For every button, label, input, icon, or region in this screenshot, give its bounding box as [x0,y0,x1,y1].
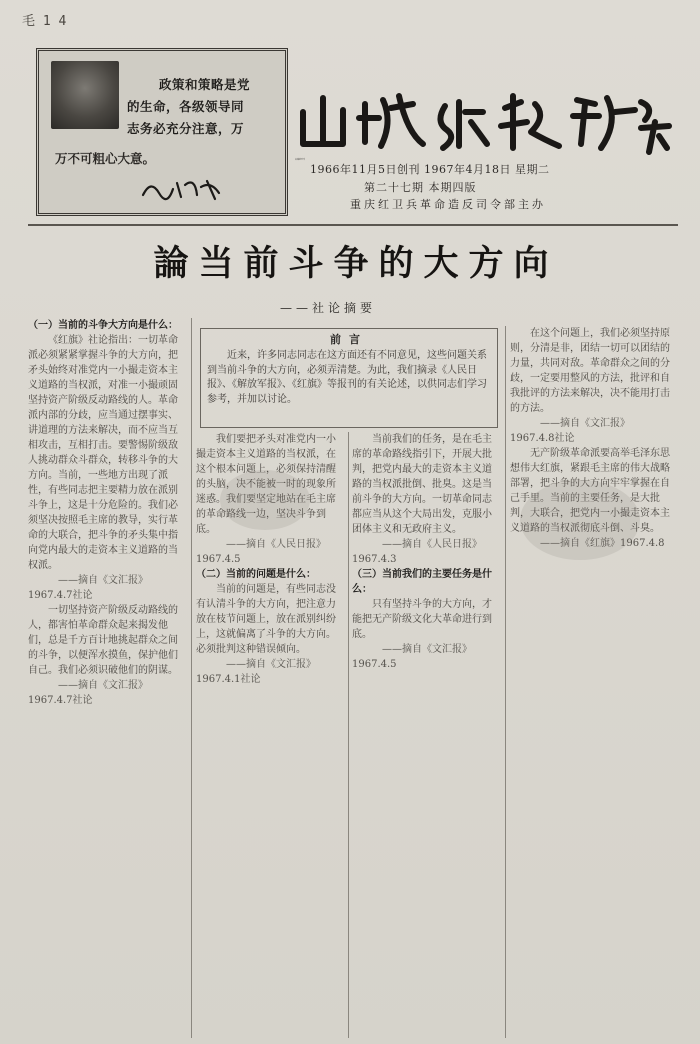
col1-body: 《红旗》社论指出：一切革命派必须紧紧掌握斗争的大方向，把矛头始终对准党内一小撮走资本主义道路的当权派，对准一小撮顽固坚持资产阶级反动路线的人。革命派内部的分歧，应当通过摆事实、讲道理的方法来解决，而不应当互相攻击，互相打击。要警惕阶级敌人挑动群众斗群众，转移斗争的大方向。当前，一些地方出现了派性，有些同志把主要精力放在派别斗争上，这是十分危险的。我们必须坚决按照毛主席的教导，实行革命的大联合，把斗争的矛头集中指向党内最大的走资本主义道路的当权派。 [28,335,178,571]
masthead-title: 山城红卫兵 [295,159,306,161]
header-rule [28,224,678,226]
col4-citation-2: ——摘自《红旗》1967.4.8 [540,538,665,549]
section-1-heading: （一）当前的斗争大方向是什么： [28,320,178,331]
masthead-calligraphy [295,82,675,162]
col2-body-2: 当前的问题是，有些同志没有认清斗争的大方向，把注意力放在枝节问题上，放在派别纠纷上，这就偏离了斗争的大方向。必须批判这种错误倾向。 [196,584,336,655]
column-3 [352,432,500,1038]
col4-body-2: 无产阶级革命派要高举毛泽东思想伟大红旗，紧跟毛主席的伟大战略部署，把斗争的大方向牢牢掌握在自己手里。当前的主要任务，是大批判，大联合，把党内一小撮走资本主义道路的当权派彻底斗倒、斗臭。 [510,448,670,534]
col2-citation-1: ——摘自《人民日报》1967.4.5 [196,539,326,565]
col4-body: 在这个问题上，我们必须坚持原则，分清是非，团结一切可以团结的力量，共同对敌。革命群众之间的分歧，一定要用整风的方法，批评和自我批评的方法来解决，决不能用打击的方法。 [510,328,670,414]
col2-citation-2: ——摘自《文汇报》1967.4.1社论 [196,659,316,685]
col3-citation-2: ——摘自《文汇报》1967.4.5 [352,644,472,670]
corner-mark: 毛 1 4 [22,14,67,29]
article-byline: ——社论摘要 [280,301,377,315]
paper-smudge [520,480,640,560]
preface-text: 近来，许多同志同志在这方面还有不同意见，这些问题关系到当前斗争的大方向，必须弄清楚。为此，我们摘录《人民日报》、《解放军报》、《红旗》等报刊的有关论述，以供同志们学习参考，并加以讨论。 [207,350,487,405]
col1-body-2: 一切坚持资产阶级反动路线的人，都害怕革命群众起来揭发他们，总是千方百计地挑起群众之间的斗争，以便浑水摸鱼，保护他们自己。我们必须识破他们的阴谋。 [28,605,178,676]
article-headline: 論当前斗争的大方向 [153,243,559,284]
col3-body-2: 只有坚持斗争的大方向，才能把无产阶级文化大革命进行到底。 [352,599,492,640]
column-divider-1 [191,318,192,1038]
column-1 [28,318,186,1038]
col1-citation-1: ——摘自《文汇报》1967.4.7社论 [28,575,148,601]
col2-body: 我们要把矛头对准党内一小撮走资本主义道路的当权派，在这个根本问题上，必须保持清醒的头脑，决不能被一时的现象所迷惑。我们要坚定地站在毛主席的革命路线一边，坚决斗争到底。 [196,434,336,535]
quote-line-3: 志务必充分注意，万 [127,121,245,136]
portrait-image [51,61,119,129]
section-2-heading: （二）当前的问题是什么： [196,569,316,580]
col3-citation-1: ——摘自《人民日报》1967.4.3 [352,539,482,565]
quote-line-2: 的生命，各级领导同 [127,99,245,114]
issue-line: 第二十七期 本期四版 [364,181,477,194]
section-3-heading: （三）当前我们的主要任务是什么： [352,569,492,595]
signature-mark [139,175,229,203]
col3-body: 当前我们的任务，是在毛主席的革命路线指引下，开展大批判，把党内最大的走资本主义道路的当权派批倒、批臭。这是当前斗争的大方向。一切革命同志都应当从这个大局出发，克服小团体主义和无政府主义。 [352,434,492,535]
column-4 [510,326,672,1038]
publisher-line: 重庆红卫兵革命造反司令部主办 [350,198,546,211]
preface-box [200,328,498,428]
date-line: 1966年11月5日创刊 1967年4月18日 星期二 [310,163,550,176]
col1-citation-2: ——摘自《文汇报》1967.4.7社论 [28,680,148,706]
quote-line-4: 万不可粗心大意。 [55,151,156,166]
column-divider-2 [348,432,349,1038]
quotation-box [36,48,288,216]
quote-line-1: 政策和策略是党 [159,77,251,92]
preface-heading: 前言 [330,333,368,346]
column-divider-3 [505,326,506,1038]
col4-citation-1: ——摘自《文汇报》1967.4.8社论 [510,418,630,444]
paper-smudge [220,470,310,530]
